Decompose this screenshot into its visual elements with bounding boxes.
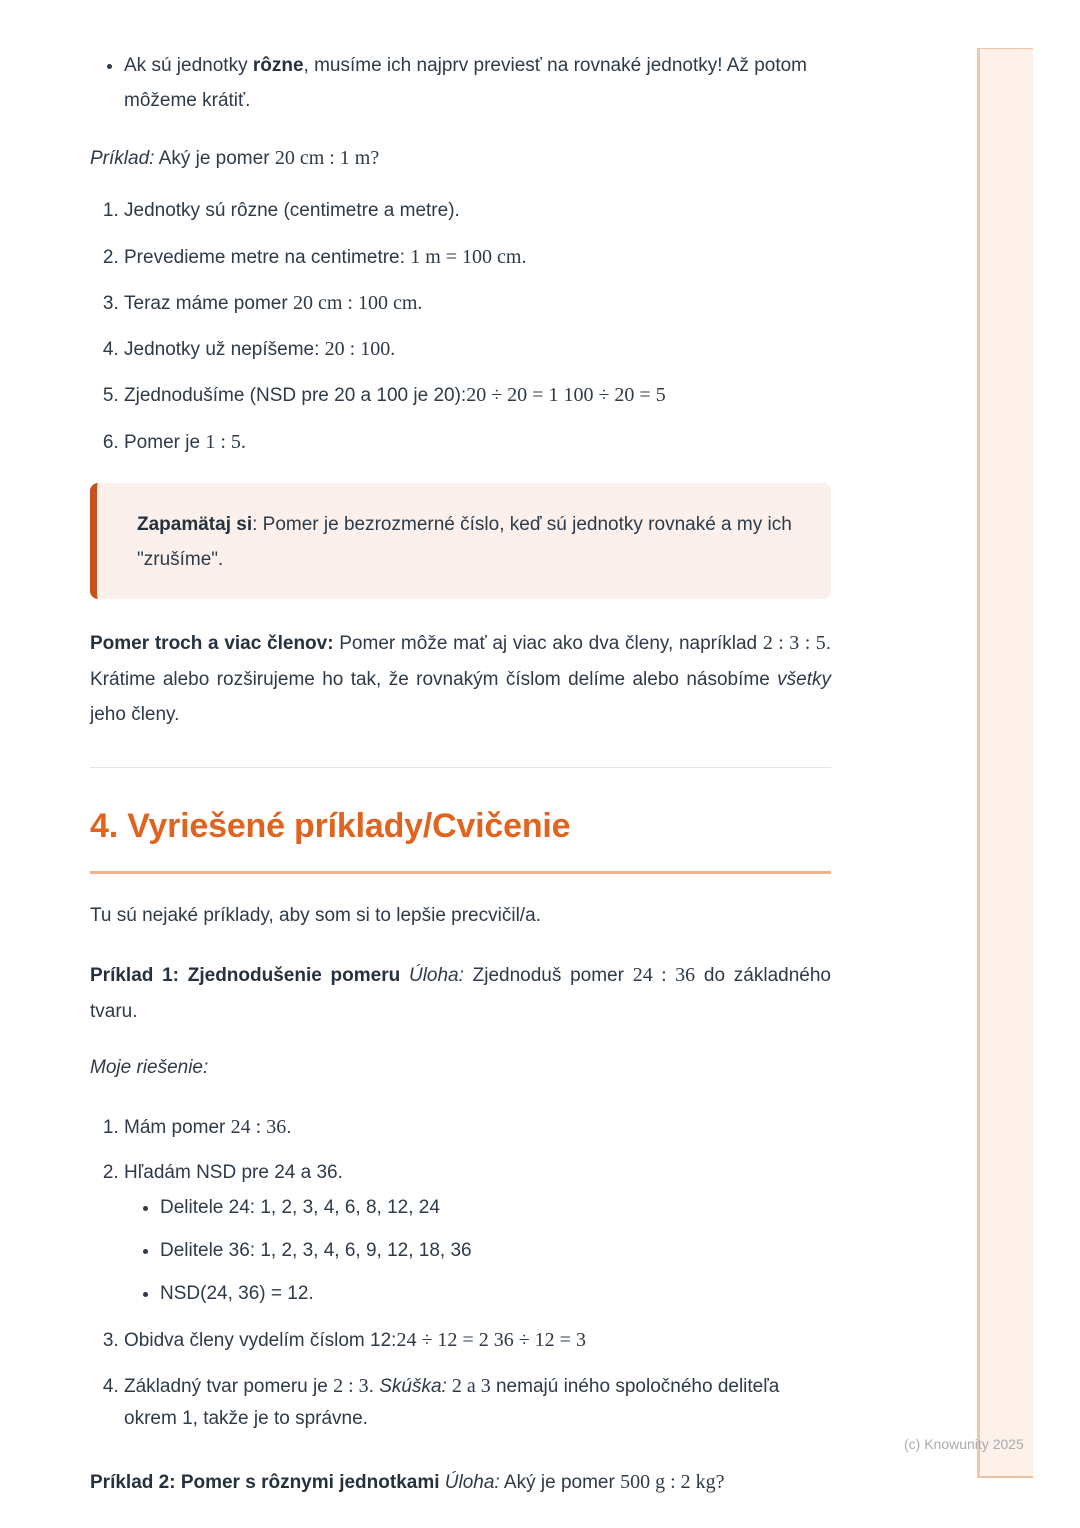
example2-paragraph: [90, 1464, 831, 1501]
text-segment: Obidva členy vydelím číslom 12:: [124, 1329, 397, 1351]
text-segment: : Pomer je bezrozmerné číslo, keď sú jednotky rovnaké a my ich "zrušíme".: [137, 514, 792, 571]
example-prompt: [90, 140, 831, 177]
heading-underline: [90, 871, 831, 874]
example1-paragraph: [90, 957, 831, 1029]
text-segment: Zjednodušíme (NSD pre 20 a 100 je 20):: [124, 385, 467, 407]
intro-bullet-item: [124, 48, 831, 118]
math-expression: 20 cm : 1 m?: [274, 147, 380, 170]
text-segment: . Krátime alebo rozširujeme ho tak, že rovnakým číslom delíme alebo násobíme: [90, 633, 831, 691]
intro-bullet-list: [90, 48, 831, 118]
text-segment: Mám pomer: [124, 1117, 231, 1139]
text-segment: jeho členy.: [90, 704, 180, 726]
text-segment: Jednotky už nepíšeme:: [124, 339, 325, 361]
divisor-item: [160, 1192, 831, 1224]
math-expression: 24 : 36: [632, 963, 696, 986]
step-item: [124, 378, 831, 412]
text-segment: , musíme ich najprv previesť na rovnaké jednotky! Až potom môžeme krátiť.: [124, 55, 808, 112]
text-segment: Základný tvar pomeru je: [124, 1376, 334, 1398]
step-item: [124, 286, 831, 320]
check-label: Skúška:: [379, 1376, 447, 1398]
text-segment: Delitele 36: 1, 2, 3, 4, 6, 9, 12, 18, 36: [160, 1240, 472, 1262]
bold-lead: Príklad 2: Pomer s rôznymi jednotkami: [90, 1471, 445, 1493]
text-segment: Jednotky sú rôzne (centimetre a metre).: [124, 200, 460, 222]
bold-lead: Pomer troch a viac členov:: [90, 633, 334, 655]
text-segment: Prevedieme metre na centimetre:: [124, 246, 411, 268]
solution-step: [124, 1157, 831, 1311]
math-expression: 2 a 3: [446, 1375, 491, 1398]
step-item: [124, 332, 831, 366]
my-solution-label: [90, 1050, 831, 1085]
italic-label: Moje riešenie:: [90, 1057, 209, 1079]
math-expression: 20 : 100.: [324, 338, 396, 361]
text-segment: Ak sú jednotky: [124, 55, 253, 76]
math-expression: 24 : 36: [230, 1116, 287, 1139]
task-label: Úloha:: [444, 1471, 500, 1493]
task-label: Úloha:: [408, 964, 464, 986]
text-segment: nemajú iného spoločného deliteľa okrem 1, takže je to správne.: [124, 1376, 780, 1430]
notes-content: [90, 0, 831, 1501]
text-segment: do základného tvaru.: [90, 964, 831, 1022]
text-segment: Pomer môže mať aj viac ako dva členy, napríklad: [333, 633, 763, 655]
text-segment: Pomer je: [124, 431, 206, 453]
math-expression: 1 : 5.: [205, 430, 246, 453]
text-segment: Aký je pomer: [154, 148, 275, 170]
steps-list: [90, 195, 831, 459]
math-expression: 2 : 3: [333, 1375, 369, 1398]
math-expression: 20 cm : 100 cm.: [292, 291, 423, 314]
bold-term: rôzne: [252, 55, 304, 76]
text-segment: Delitele 24: 1, 2, 3, 4, 6, 8, 12, 24: [160, 1196, 440, 1218]
callout-text: [137, 507, 797, 577]
text-segment: Aký je pomer: [499, 1471, 621, 1493]
math-expression: 2 : 3 : 5: [762, 632, 826, 655]
text-segment: .: [368, 1376, 380, 1398]
divisors-list: [124, 1192, 831, 1311]
math-expression: 500 g : 2 kg?: [620, 1470, 725, 1493]
math-expression: 24 ÷ 12 = 2 36 ÷ 12 = 3: [396, 1328, 586, 1351]
text-segment: Zjednoduš pomer: [463, 964, 633, 986]
step-item: [124, 240, 831, 274]
divisor-item: [160, 1278, 831, 1310]
multi-ratio-paragraph: [90, 625, 831, 732]
math-expression: 1 m = 100 cm.: [410, 245, 527, 268]
section-heading: 4. Vyriešené príklady/Cvičenie: [90, 806, 571, 845]
italic-term: všetky: [777, 669, 831, 691]
remember-callout: [90, 483, 831, 599]
copyright-notice: (c) Knowunity 2025: [904, 1436, 1024, 1452]
bold-lead: Príklad 1: Zjednodušenie pomeru: [90, 964, 409, 986]
divisor-item: [160, 1235, 831, 1267]
math-expression: 20 ÷ 20 = 1 100 ÷ 20 = 5: [466, 384, 666, 407]
section-divider: [90, 767, 831, 768]
text-segment: Hľadám NSD pre 24 a 36.: [124, 1161, 343, 1183]
text-segment: .: [286, 1117, 292, 1139]
example-label: Príklad:: [90, 148, 155, 170]
text-segment: NSD(24, 36) = 12.: [160, 1283, 314, 1305]
solution-step: [124, 1323, 831, 1357]
solution-steps-list: [90, 1110, 831, 1435]
callout-label: Zapamätaj si: [137, 514, 253, 536]
page-edge-decoration: [977, 48, 1033, 1478]
section-intro: Tu sú nejaké príklady, aby som si to lepšie precvičil/a.: [90, 904, 541, 926]
solution-step: [124, 1369, 831, 1436]
text-segment: Teraz máme pomer: [124, 292, 293, 314]
solution-step: [124, 1110, 831, 1144]
step-item: [124, 425, 831, 459]
step-item: [124, 195, 831, 227]
